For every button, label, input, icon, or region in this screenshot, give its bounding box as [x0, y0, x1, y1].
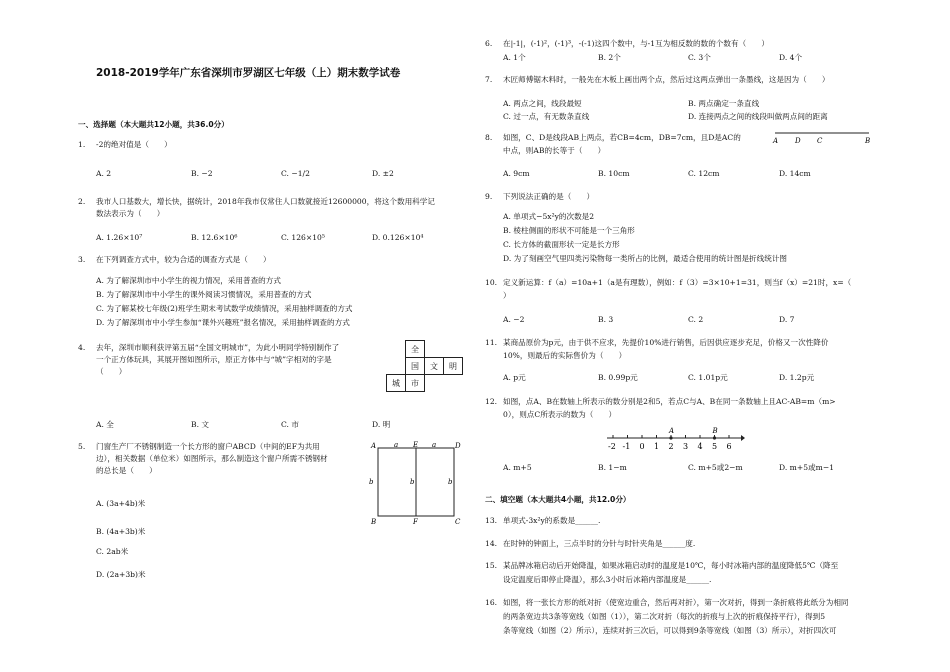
- window-figure: [368, 440, 464, 526]
- q9-option-b[interactable]: B. 棱柱侧面的形状不可能是一个三角形: [503, 226, 635, 235]
- q10-stem-line2: ）: [503, 291, 511, 300]
- point-B: B: [865, 137, 871, 145]
- q7-number: 7.: [485, 75, 493, 84]
- q3-option-d[interactable]: D. 为了解深圳市中小学生参加“课外兴趣班”报名情况，采用抽样调查的方式: [96, 318, 350, 327]
- point-A: A: [773, 137, 779, 145]
- number-line-tick-label: 6: [726, 442, 732, 451]
- label-b-mid: b: [410, 478, 415, 486]
- label-b-left: b: [369, 478, 374, 486]
- q4-option-c[interactable]: C. 市: [281, 420, 299, 429]
- cube-face-3: 文: [425, 358, 444, 375]
- cube-face-2: 国: [406, 358, 425, 375]
- q4-option-a[interactable]: A. 全: [96, 420, 114, 429]
- q8-stem-line1: 如图，C、D是线段AB上两点，若CB=4cm，DB=7cm，且D是AC的: [503, 133, 741, 142]
- q14-number: 14.: [485, 539, 498, 548]
- label-B: B: [371, 518, 377, 526]
- q11-option-a[interactable]: A. p元: [503, 373, 526, 382]
- q12-option-c[interactable]: C. m+5或2−m: [688, 463, 743, 472]
- q11-option-c[interactable]: C. 1.01p元: [688, 373, 728, 382]
- q11-option-d[interactable]: D. 1.2p元: [779, 373, 815, 382]
- point-C: C: [817, 137, 823, 145]
- q5-stem-line1: 门窗生产厂不锈钢制造一个长方形的窗户ABCD（中间的EF为共用: [96, 442, 320, 451]
- q7-option-d[interactable]: D. 连接两点之间的线段叫做两点间的距离: [688, 112, 828, 121]
- number-line-tick-label: -1: [622, 442, 631, 451]
- q8-stem-line2: 中点，则AB的长等于（ ）: [503, 146, 606, 155]
- q5-option-d[interactable]: D. (2a+3b)米: [96, 570, 146, 579]
- q3-number: 3.: [78, 255, 86, 264]
- q16-stem-line3: 条等宽线（如图（2）所示），连续对折三次后，可以得到9条等宽线（如图（3）所示），对折四次可: [503, 626, 837, 635]
- q13-number: 13.: [485, 516, 498, 525]
- q6-option-a[interactable]: A. 1个: [503, 53, 526, 62]
- q9-stem: 下列说法正确的是（ ）: [503, 192, 595, 201]
- segment-ab-figure: [771, 128, 873, 146]
- q5-option-a[interactable]: A. (3a+4b)米: [96, 499, 146, 508]
- q15-stem-line2: 设定温度后即停止降温），那么3小时后冰箱内部温度是______.: [503, 575, 712, 584]
- q2-number: 2.: [78, 197, 86, 206]
- q8-option-c[interactable]: C. 12cm: [688, 169, 720, 178]
- label-a-left: a: [394, 441, 399, 449]
- q1-option-b[interactable]: B. −2: [191, 169, 213, 178]
- cube-net-figure: [386, 340, 463, 392]
- q12-option-d[interactable]: D. m+5或m−1: [779, 463, 835, 472]
- q10-option-c[interactable]: C. 2: [688, 315, 704, 324]
- q6-option-b[interactable]: B. 2个: [598, 53, 621, 62]
- number-line-tick-label: 4: [697, 442, 703, 451]
- label-a-right: a: [432, 441, 437, 449]
- number-line-tick-label: 1: [654, 442, 660, 451]
- q12-stem-line2: 0），则点C所表示的数为（ ）: [503, 410, 617, 419]
- label-A: A: [371, 442, 377, 450]
- section-choice-heading: 一、选择题（本大题共12小题，共36.0分）: [78, 120, 229, 129]
- q2-option-b[interactable]: B. 12.6×10⁶: [191, 233, 238, 242]
- q5-option-c[interactable]: C. 2ab米: [96, 547, 129, 556]
- number-line-tick-label: -2: [608, 442, 616, 451]
- q11-option-b[interactable]: B. 0.99p元: [598, 373, 638, 382]
- q1-stem: -2的绝对值是（ ）: [96, 140, 172, 149]
- q7-option-c[interactable]: C. 过一点，有无数条直线: [503, 112, 590, 121]
- q3-option-c[interactable]: C. 为了解某校七年级(2)班学生期末考试数学成绩情况，采用抽样调查的方式: [96, 304, 353, 313]
- cube-face-1: 全: [406, 341, 425, 358]
- q3-option-b[interactable]: B. 为了解深圳市中小学生的课外阅读习惯情况，采用普查的方式: [96, 290, 312, 299]
- number-line-point-label-B: B: [712, 427, 718, 435]
- q12-option-b[interactable]: B. 1−m: [598, 463, 627, 472]
- number-line-figure: [605, 426, 745, 454]
- q10-number: 10.: [485, 278, 498, 287]
- q6-option-d[interactable]: D. 4个: [779, 53, 803, 62]
- q7-option-b[interactable]: B. 两点确定一条直线: [688, 99, 760, 108]
- q7-stem: 木匠师傅锯木料时，一般先在木板上画出两个点，然后过这两点弹出一条墨线，这是因为（ ）: [503, 75, 830, 84]
- number-line-arrow-icon: [741, 435, 745, 441]
- q4-stem-line1: 去年，深圳市顺利获评第五届“全国文明城市”，为此小明同学特别制作了: [96, 343, 340, 352]
- q14-stem: 在时钟的钟面上，三点半时的分针与时针夹角是______度.: [503, 539, 696, 548]
- q5-option-b[interactable]: B. (4a+3b)米: [96, 527, 146, 536]
- q10-stem-line1: 定义新运算：f（a）=10a+1（a是有理数），例如：f（3）=3×10+1=31，则当f（x）=21时，x=（: [503, 278, 852, 287]
- q8-number: 8.: [485, 133, 493, 142]
- page-title: 2018-2019学年广东省深圳市罗湖区七年级（上）期末数学试卷: [96, 67, 401, 79]
- q12-option-a[interactable]: A. m+5: [503, 463, 532, 472]
- number-line-tick-label: 0: [639, 442, 645, 451]
- q4-number: 4.: [78, 343, 86, 352]
- q3-option-a[interactable]: A. 为了解深圳市中小学生的视力情况，采用普查的方式: [96, 276, 281, 285]
- q11-stem-line1: 某商品原价为p元，由于供不应求，先提价10%进行销售，后因供应逐步充足，价格又一次性降价: [503, 338, 829, 347]
- number-line-point-A: [669, 436, 672, 439]
- q8-option-a[interactable]: A. 9cm: [503, 169, 530, 178]
- q5-stem-line2: 边），相关数据（单位米）如图所示，那么制造这个窗户所需不锈钢材: [96, 454, 328, 463]
- q5-number: 5.: [78, 442, 86, 451]
- q4-option-d[interactable]: D. 明: [372, 420, 391, 429]
- q16-stem-line1: 如图，将一张长方形的纸对折（使宽边重合，然后再对折），第一次对折，得到一条折痕将此纸分为相同: [503, 598, 849, 607]
- q11-stem-line2: 10%，则最后的实际售价为（ ）: [503, 351, 627, 360]
- q10-option-d[interactable]: D. 7: [779, 315, 795, 324]
- label-F: F: [413, 518, 418, 526]
- q9-option-d[interactable]: D. 为了刻画空气里四类污染物每一类所占的比例，最适合使用的统计图是折线统计图: [503, 254, 788, 263]
- number-line-tick-label: 2: [668, 442, 674, 451]
- q1-option-d[interactable]: D. ±2: [372, 169, 394, 178]
- q2-option-a[interactable]: A. 1.26×10⁷: [96, 233, 143, 242]
- q15-number: 15.: [485, 561, 498, 570]
- q12-stem-line1: 如图，点A、B在数轴上所表示的数分别是2和5，若点C与A、B在同一条数轴上且AC-AB=m（m>: [503, 397, 836, 406]
- q1-option-a[interactable]: A. 2: [96, 169, 112, 178]
- label-C: C: [455, 518, 461, 526]
- number-line-tick-label: 3: [683, 442, 689, 451]
- q16-number: 16.: [485, 598, 498, 607]
- number-line-point-B: [713, 436, 716, 439]
- q8-option-b[interactable]: B. 10cm: [598, 169, 630, 178]
- q9-option-c[interactable]: C. 长方体的截面形状一定是长方形: [503, 240, 620, 249]
- q2-stem-line2: 数法表示为（ ）: [96, 209, 165, 218]
- label-D: D: [455, 442, 461, 450]
- number-line-point-label-A: A: [669, 427, 675, 435]
- q16-stem-line2: 的两条宽边共3条等宽线（如图（1）），第二次对折（每次的折痕与上次的折痕保持平行），得到5: [503, 612, 826, 621]
- cube-face-5: 城: [387, 375, 406, 392]
- q2-option-c[interactable]: C. 126×10⁵: [281, 233, 325, 242]
- q2-stem-line1: 我市人口基数大，增长快，据统计，2018年我市仅常住人口数就接近12600000，将这个数用科学记: [96, 197, 435, 206]
- q9-option-a[interactable]: A. 单项式−5x²y的次数是2: [503, 212, 595, 221]
- q1-option-c[interactable]: C. −1/2: [281, 169, 310, 178]
- section-fill-heading: 二、填空题（本大题共4小题，共12.0分）: [485, 495, 631, 504]
- cube-face-4: 明: [444, 358, 463, 375]
- cube-face-6: 市: [406, 375, 425, 392]
- q8-option-d[interactable]: D. 14cm: [779, 169, 811, 178]
- q13-stem: 单项式-3x²y的系数是______.: [503, 516, 601, 525]
- q4-option-b[interactable]: B. 文: [191, 420, 210, 429]
- q6-stem: 在|-1|，(-1)²，(-1)³，-(-1)这四个数中，与-1互为相反数的数的个数有（ ）: [503, 39, 769, 48]
- q1-number: 1.: [78, 140, 86, 149]
- q12-number: 12.: [485, 397, 498, 406]
- point-D: D: [795, 137, 801, 145]
- number-line-tick-label: 5: [712, 442, 718, 451]
- q10-option-a[interactable]: A. −2: [503, 315, 525, 324]
- q11-number: 11.: [485, 338, 498, 347]
- q7-option-a[interactable]: A. 两点之间，线段最短: [503, 99, 582, 108]
- q15-stem-line1: 某品牌冰箱启动后开始降温，如果冰箱启动时的温度是10℃，每小时冰箱内部的温度降低5℃（降至: [503, 561, 839, 570]
- q4-stem-line3: （ ）: [96, 367, 127, 376]
- q6-number: 6.: [485, 39, 493, 48]
- label-E: E: [413, 441, 419, 449]
- q2-option-d[interactable]: D. 0.126×10⁴: [372, 233, 424, 242]
- q4-stem-line2: 一个正方体玩具，其展开图如图所示，原正方体中与“城”字相对的字是: [96, 355, 332, 364]
- q9-number: 9.: [485, 192, 493, 201]
- q10-option-b[interactable]: B. 3: [598, 315, 614, 324]
- q5-stem-line3: 的总长是（ ）: [96, 466, 157, 475]
- label-b-right: b: [448, 478, 453, 486]
- q3-stem: 在下列调查方式中，较为合适的调查方式是（ ）: [96, 255, 271, 264]
- q6-option-c[interactable]: C. 3个: [688, 53, 711, 62]
